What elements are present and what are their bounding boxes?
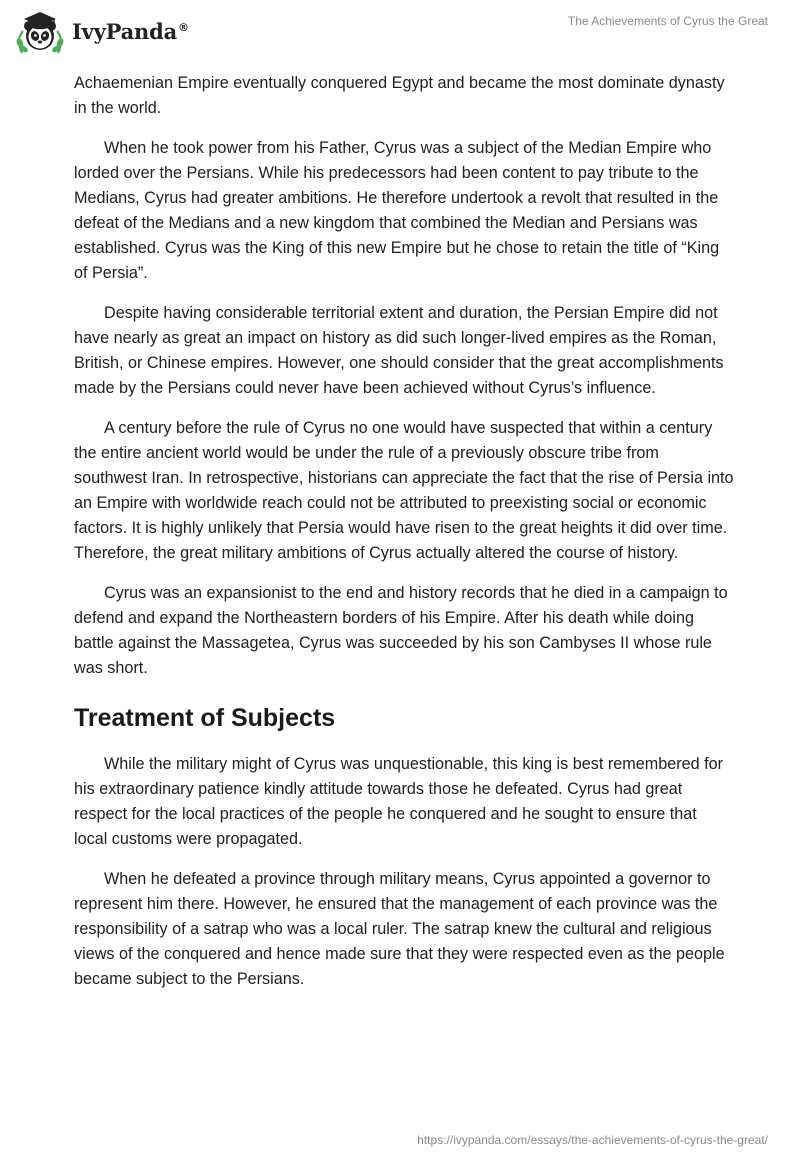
brand-name [72,19,189,44]
paragraph: A century before the rule of Cyrus no one would have suspected that within a century the entire ancient world would be under the rule of a previously obscure tribe from southwest Iran. In retrospective, historians can appreciate the fact that the rise of Persia into an Empire with worldwide reach could not be attributed to preexisting social or economic factors. It is highly unlikely that Persia would have risen to the great heights it did over time. Therefore, the great military ambitions of Cyrus actually altered the course of history. [74,419,734,562]
paragraph: Despite having considerable territorial extent and duration, the Persian Empire did not have nearly as great an impact on history as did such longer-lived empires as the Roman, British, or Chinese empires. However, one should consider that the great accomplishments made by the Persians could never have been achieved without Cyrus’s influence. [74,304,724,397]
brand-text: IvyPanda [72,18,178,44]
paragraph: When he defeated a province through military means, Cyrus appointed a governor to represent him there. However, he ensured that the management of each province was the responsibility of a satrap who was a local ruler. The satrap knew the cultural and religious views of the conquered and hence made sure that they were respected even as the people became subject to the Persians. [74,870,725,988]
panda-graduate-icon [14,7,66,55]
paragraph: When he took power from his Father, Cyrus was a subject of the Median Empire who lorded over the Persians. While his predecessors had been content to pay tribute to the Medians, Cyrus had greater ambitions. He therefore undertook a revolt that resulted in the defeat of the Medians and a new kingdom that combined the Median and Persians was established. Cyrus was the King of this new Empire but he chose to retain the title of “King of Persia”. [74,139,720,282]
essay-content [74,71,734,992]
paragraph: Cyrus was an expansionist to the end and history records that he died in a campaign to defend and expand the Northeastern borders of his Empire. After his death while doing battle against the Massagetea, Cyrus was succeeded by his son Cambyses II whose rule was short. [74,584,728,677]
registered-mark: ® [178,20,189,34]
paragraph: While the military might of Cyrus was unquestionable, this king is best remembered for his extraordinary patience kindly attitude towards those he defeated. Cyrus had great respect for the local practices of the people he conquered and he sought to ensure that local customs were propagated. [74,755,723,848]
section-heading: Treatment of Subjects [74,704,336,732]
source-url[interactable]: https://ivypanda.com/essays/the-achievements-of-cyrus-the-great/ [417,1133,768,1147]
paragraph: Achaemenian Empire eventually conquered Egypt and became the most dominate dynasty in the world. [74,74,725,117]
document-title: The Achievements of Cyrus the Great [567,14,768,28]
page-header [0,0,800,60]
ivypanda-logo[interactable] [14,6,189,56]
